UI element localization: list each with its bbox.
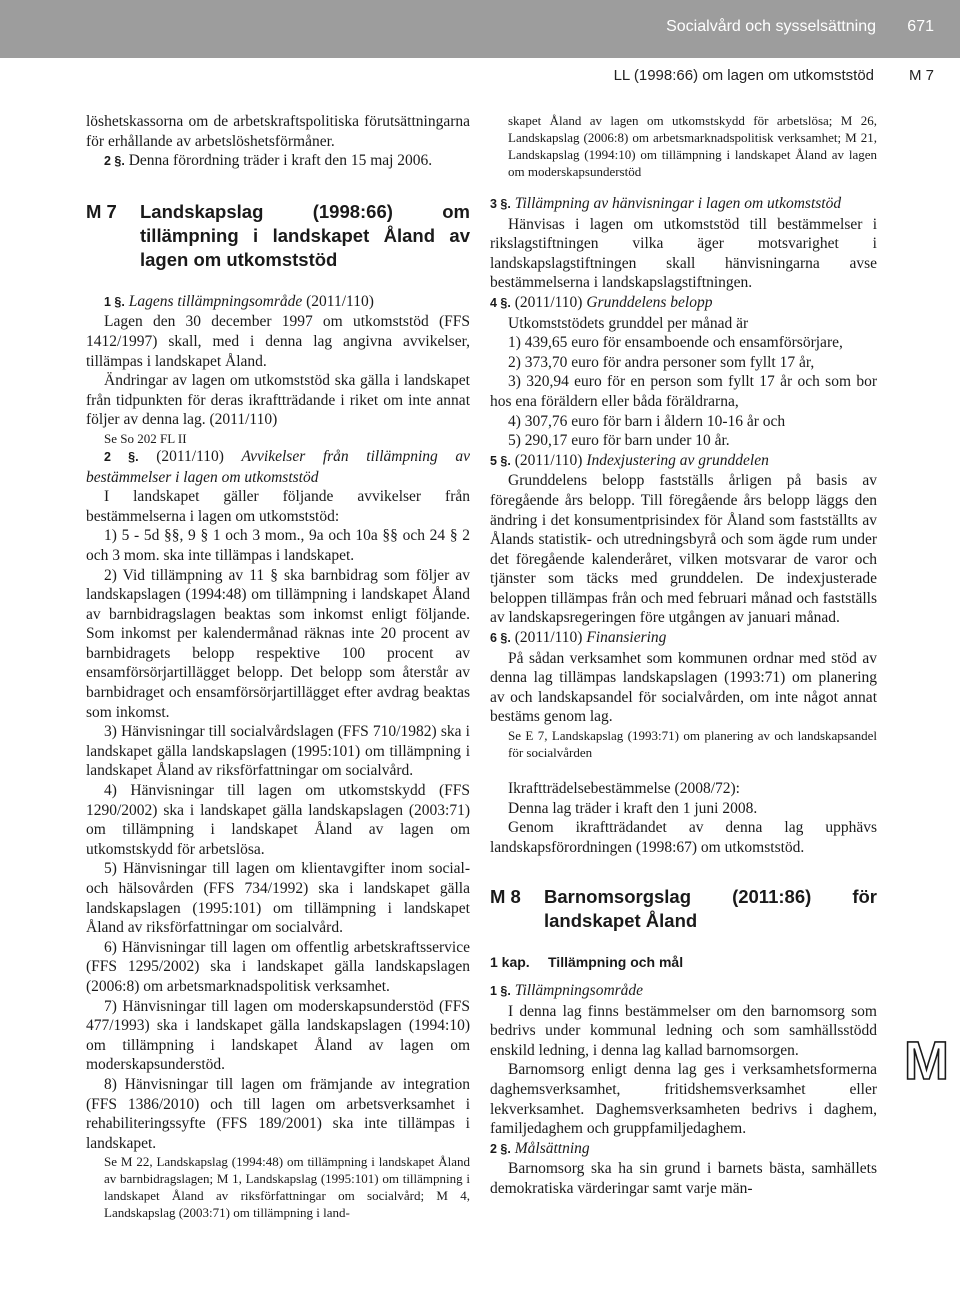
paragraph: Barnomsorg enligt denna lag ges i verksamhetsformerna daghemsverksamhet, fritidshemsverksamhet eller lekverksamhet. Daghemsverksamheten bedrivs i daghem, familjedaghem och gruppfamiljedaghem. — [490, 1061, 877, 1138]
section-heading — [490, 194, 877, 215]
section-heading — [86, 447, 470, 487]
paragraph: Grunddelens belopp fastställs årligen på basis av föregående års belopp. Till föregående års belopp läggs den ändring i det konsumentprisindex för Åland som fastställts av Ålands statistik- och utredningsbyrå och som ägde rum under det föregående kalenderåret, vilken motsvarar de varor och tjänster som täcks med grunddelen. De indexjusterade beloppen tillämpas från och med februari månad och fastställs av landskapsregeringen före utgången av januari månad. — [490, 472, 877, 627]
reference-note: Se M 22, Landskapslag (1994:48) om tillämpning i landskapet Åland av barnbidragslagen; M 1, Landskapslag (1995:101) om tillämpning i landskapet Åland av riksförfattningar om socialvård; M 4, Landskapslag (2003:71) om tillämpning i land- — [104, 1154, 470, 1221]
chapter-heading — [86, 200, 470, 272]
section-number: 2 §. — [104, 154, 125, 169]
page-number: 671 — [907, 18, 934, 35]
running-code: M 7 — [908, 67, 934, 84]
paragraph: Lagen den 30 december 1997 om utkomststöd (FFS 1412/1997) skall, med i denna lag angivna avvikelser, tillämpas i landskapet Åland. — [86, 313, 470, 370]
section-title: Finansiering — [586, 629, 667, 647]
list-item: 7) Hänvisningar till lagen om moderskapsunderstöd (FFS 477/1993) ska i landskapet gälla landskapslagen (1994:10) om tillämpning i landskapet Åland av lagen om moderskapsunderstöd. — [86, 997, 470, 1074]
left-column — [86, 112, 470, 1221]
section-number: 3 §. — [490, 197, 511, 211]
subchapter-heading — [490, 953, 877, 973]
section-title: Målsättning — [510, 1139, 590, 1157]
section-number: 2 §. — [104, 449, 139, 464]
header-band — [0, 0, 960, 58]
chapter-title: Barnomsorgslag (2011:86) för landskapet Åland — [544, 886, 877, 932]
section-title: Lagens tillämpningsområde — [124, 292, 303, 310]
paragraph: Denna lag träder i kraft den 1 juni 2008. — [508, 799, 758, 817]
section-title: Tillämpning av hänvisningar i lagen om utkomststöd — [510, 195, 842, 212]
amendment-ref: (2011/110) — [510, 293, 587, 311]
chapter-code: M 8 — [490, 886, 521, 908]
paragraph: Hänvisas i lagen om utkomststöd till bestämmelser i rikslagstiftningen vilka äger motsvarighet i landskapslagstiftningen skall hänvisningarna avse bestämmelserna i landskapslagstiftningen. — [490, 215, 877, 292]
paragraph: löshetskassorna om de arbetskraftspolitiska förutsättningarna för erhållande av arbetslöshetsförmåner. — [86, 113, 470, 150]
list-item: 1) 5 - 5d §§, 9 § 1 och 3 mom., 9a och 10a §§ och 24 § 2 och 3 mom. ska inte tillämpas i landskapet. — [86, 527, 470, 564]
section-heading — [490, 451, 877, 472]
chapter-heading — [490, 885, 877, 933]
list-item: 4) Hänvisningar till lagen om utkomstskydd (FFS 1290/2002) ska i landskapet gälla landskapslagen (2003:71) om tillämpning i landskapet Åland av lagen om utkomstskydd för arbetslösa. — [86, 782, 470, 858]
section-number: 6 §. — [490, 631, 511, 646]
reference-note: skapet Åland av lagen om utkomstskydd för arbetslösa; M 26, Landskapslag (2006:8) om arbetsmarknadspolitisk verksamhet; M 21, Landskapslag (1994:10) om tillämpning i landskapet Åland av lagen om moderskapsunderstöd — [508, 113, 877, 179]
section-title: Socialvård och sysselsättning — [666, 18, 876, 35]
section-heading — [490, 981, 877, 1002]
section-number: 5 §. — [490, 453, 511, 468]
running-title: LL (1998:66) om lagen om utkomststöd — [613, 67, 874, 84]
reference-note: Se So 202 FL II — [104, 430, 187, 446]
amendment-ref: (2011/110) — [302, 292, 374, 310]
paragraph: Ändringar av lagen om utkomststöd ska gälla i landskapet från tidpunkten för deras ikraftträdande i riket om inte annat följer av denna lag. (2011/110) — [86, 372, 470, 429]
chapter-code: M 7 — [86, 200, 117, 222]
subchapter-title: Tillämpning och mål — [548, 954, 684, 971]
right-column — [490, 112, 877, 1199]
section-number: 4 §. — [490, 295, 511, 310]
section-heading — [490, 293, 877, 314]
list-item: 3) Hänvisningar till socialvårdslagen (FFS 710/1982) ska i landskapet gälla landskapslagen (1995:101) om tillämpning i landskapet Åland av riksförfattningar om socialvård. — [86, 723, 470, 780]
paragraph: I landskapet gäller följande avvikelser från bestämmelserna i lagen om utkomststöd: — [86, 488, 470, 525]
list-item: 5) Hänvisningar till lagen om klientavgifter inom social- och hälsovården (FFS 734/1992) ska i landskapet gälla landskapslagen (1995:101) om tillämpning i landskapet Åland av riksförfattningar om socialvård. — [86, 860, 470, 937]
enactment-heading: Ikraftträdelsebestämmelse (2008/72): — [508, 780, 740, 798]
paragraph: Barnomsorg ska ha sin grund i barnets bästa, samhällets demokratiska värderingar samt varje män- — [490, 1160, 877, 1197]
section-heading — [86, 292, 470, 313]
section-number: 2 §. — [490, 1141, 511, 1156]
list-item: 4) 307,76 euro för barn i åldern 10-16 år och — [508, 412, 786, 430]
list-item: 1) 439,65 euro för ensamboende och ensamförsörjare, — [508, 334, 843, 352]
margin-letter: M — [904, 1031, 949, 1091]
chapter-title: Landskapslag (1998:66) om tillämpning i landskapet Åland av lagen om utkomststöd — [140, 200, 470, 270]
amendment-ref: (2011/110) — [138, 447, 242, 465]
section-number: 1 §. — [104, 294, 125, 309]
paragraph: Utkomststödets grunddel per månad är — [508, 314, 749, 332]
paragraph: I denna lag finns bestämmelser om den barnomsorg som bedrivs under kommunal ledning och som samhällsstödd enskild ledning, i denna lag kallad barnomsorgen. — [490, 1002, 877, 1059]
section-heading — [490, 628, 877, 649]
section-number: 1 §. — [490, 984, 511, 998]
section-title: Avvikelser från tillämpning av bestämmelser i lagen om utkomststöd — [86, 447, 470, 486]
list-item: 5) 290,17 euro för barn under 10 år. — [508, 432, 730, 450]
list-item: 8) Hänvisningar till lagen om främjande av integration (FFS 1386/2010) och till lagen om arbetsverksamhet i rehabiliteringssyfte (FFS 189/2001) ska inte tillämpas i landskapet. — [86, 1075, 470, 1152]
list-item: 3) 320,94 euro för en person som fyllt 17 år och som bor hos ena föräldern eller båda föräldrarna, — [490, 373, 877, 410]
subchapter-number: 1 kap. — [490, 954, 530, 971]
list-item: 2) Vid tillämpning av 11 § ska barnbidrag som följer av landskapslagen (1994:48) om tillämpning i landskapet Åland av barnbidragslagen beaktas som inkomst enligt följande. Som inkomst per kalendermånad räknas inte 20 procent av barnbidragets belopp respektive 100 procent av ensamförsörjartillägget belopp. Det belopp som återstår av barnbidraget och ensamförsörjartillägget efter avdrag beaktas som inkomst. — [86, 566, 470, 721]
amendment-ref: (2011/110) — [510, 629, 587, 647]
paragraph: På sådan verksamhet som kommunen ordnar med stöd av denna lag tillämpas landskapslagen (1993:71) om planering av och landskapsandel för socialvården, om inte något annat bestäms genom lag. — [490, 649, 877, 726]
section-title: Indexjustering av grunddelen — [586, 451, 769, 469]
paragraph-text: Denna förordning träder i kraft den 15 maj 2006. — [124, 152, 433, 170]
section-heading — [490, 1139, 877, 1160]
section-title: Tillämpningsområde — [510, 982, 644, 999]
reference-note: Se E 7, Landskapslag (1993:71) om planering av och landskapsandel för socialvården — [508, 728, 877, 761]
list-item: 2) 373,70 euro för andra personer som fyllt 17 år, — [508, 353, 815, 371]
amendment-ref: (2011/110) — [510, 451, 587, 469]
paragraph — [86, 151, 470, 172]
paragraph: Genom ikraftträdandet av denna lag upphävs landskapsförordningen (1998:67) om utkomststöd. — [490, 819, 877, 856]
section-title: Grunddelens belopp — [586, 293, 713, 311]
list-item: 6) Hänvisningar till lagen om offentlig arbetskraftsservice (FFS 1295/2002) ska i landskapet gälla landskapslagen (2006:8) om arbetsmarknadspolitisk verksamhet. — [86, 938, 470, 995]
